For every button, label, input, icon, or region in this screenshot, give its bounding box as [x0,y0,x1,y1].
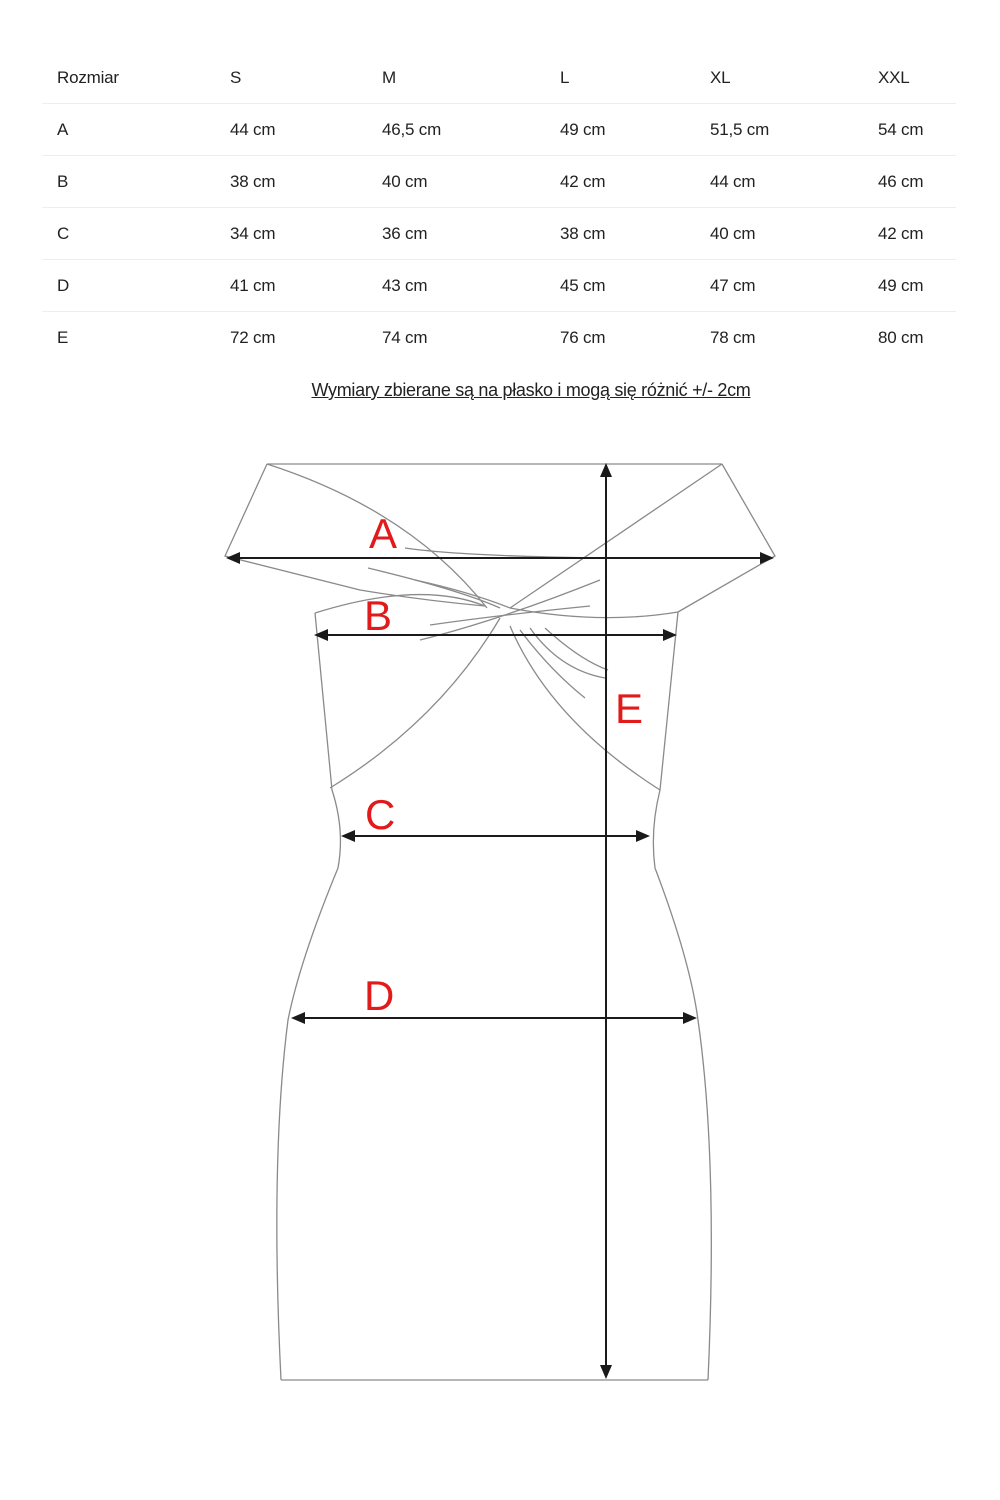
measurement-d-arrow [291,1012,697,1024]
table-cell: 44 cm [695,156,863,208]
table-cell: 36 cm [367,208,545,260]
table-cell: 34 cm [215,208,367,260]
header-l: L [545,52,695,104]
table-cell: 76 cm [560,327,606,347]
table-cell: 49 cm [545,104,695,156]
table-cell: 74 cm [382,327,428,347]
right-wrap-fold [510,464,722,608]
label-e: E [615,685,644,732]
table-cell: 46 cm [863,156,956,208]
table-cell: 40 cm [695,208,863,260]
header-xxl: XXL [863,52,956,104]
table-cell: 38 cm [545,208,695,260]
header-m: M [367,52,545,104]
header-size: Rozmiar [42,52,215,104]
label-b: B [364,592,393,639]
table-cell: 72 cm [230,327,276,347]
row-label: C [42,208,215,260]
header-s: S [215,52,367,104]
row-label: D [42,260,215,312]
row-label: E [57,327,69,347]
measurement-note: Wymiary zbierane są na płasko i mogą się różnić +/- 2cm [311,380,751,400]
header-xl: XL [695,52,863,104]
table-cell: 51,5 cm [695,104,863,156]
left-bodice-drape [330,618,500,788]
label-c: C [365,791,396,838]
left-side-seam [277,613,341,1380]
table-cell: 46,5 cm [367,104,545,156]
table-cell: 78 cm [710,327,756,347]
dress-outline [225,464,775,1380]
table-cell: 42 cm [863,208,956,260]
row-label: B [42,156,215,208]
row-label: A [42,104,215,156]
table-cell: 41 cm [215,260,367,312]
table-cell: 80 cm [878,327,924,347]
label-d: D [364,972,395,1019]
table-cell: 49 cm [863,260,956,312]
left-sleeve-edge [225,464,485,606]
measurement-e-arrow [600,463,612,1379]
table-cell: 42 cm [545,156,695,208]
bodice-top-right [510,608,678,618]
table-cell: 38 cm [215,156,367,208]
table-cell: 40 cm [367,156,545,208]
right-sleeve-edge [678,464,775,612]
table-cell: 54 cm [863,104,956,156]
table-cell: 47 cm [695,260,863,312]
label-a: A [369,510,398,557]
table-cell: 43 cm [367,260,545,312]
table-cell: 44 cm [215,104,367,156]
table-cell: 45 cm [545,260,695,312]
right-side-seam [653,612,711,1380]
measurement-a-arrow [226,552,774,564]
